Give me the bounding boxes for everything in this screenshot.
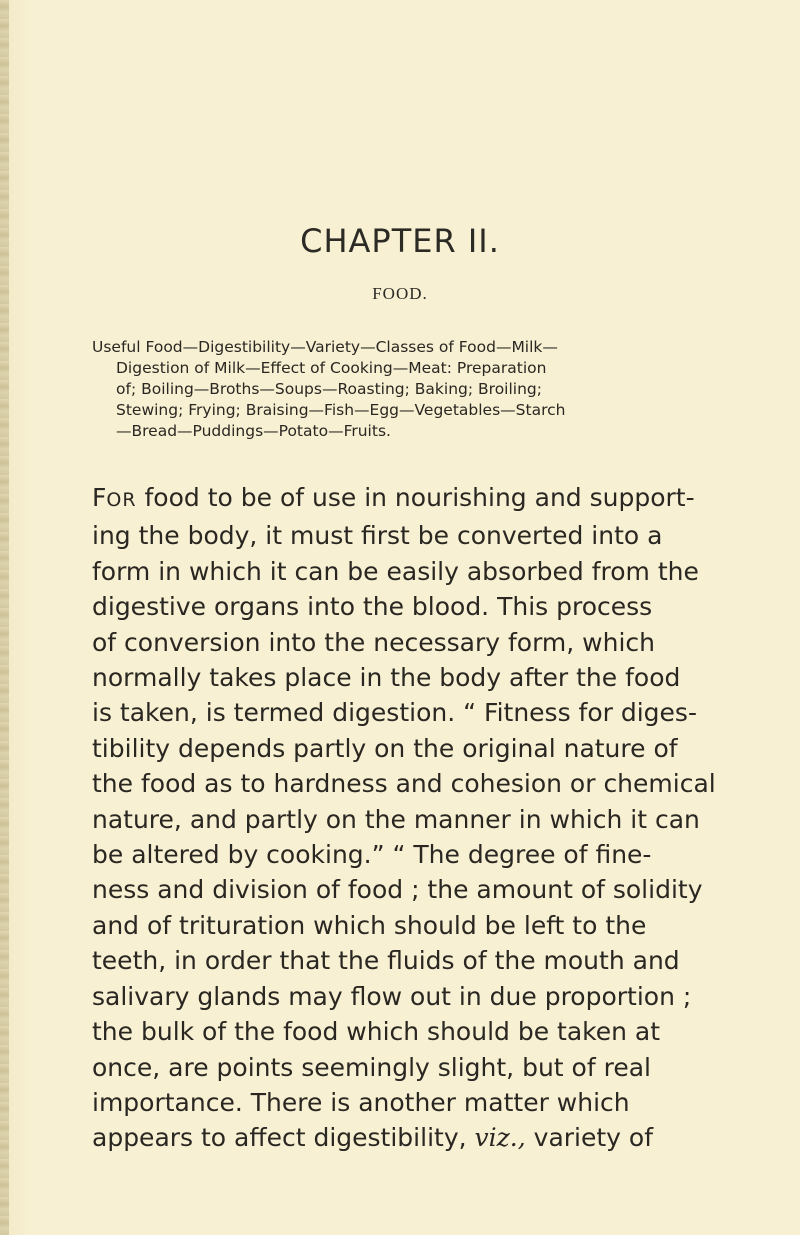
body-paragraph bbox=[92, 480, 737, 1156]
chapter-subject: FOOD. bbox=[372, 284, 428, 303]
body-line: is taken, is termed digestion. “ Fitness for diges- bbox=[92, 698, 697, 728]
body-line: once, are points seemingly slight, but of real bbox=[92, 1052, 651, 1082]
body-line: the bulk of the food which should be taken at bbox=[92, 1017, 661, 1047]
synopsis-line: —Bread—Puddings—Potato—Fruits. bbox=[116, 422, 391, 440]
body-line: tibility depends partly on the original nature of bbox=[92, 733, 678, 763]
opening-initial: F bbox=[92, 483, 107, 512]
synopsis-line: Stewing; Frying; Braising—Fish—Egg—Vegetables—Starch bbox=[116, 401, 566, 419]
body-line: teeth, in order that the fluids of the mouth and bbox=[92, 946, 680, 976]
body-line-text: appears to affect digestibility, bbox=[92, 1123, 475, 1153]
chapter-synopsis bbox=[92, 337, 742, 442]
body-line-text: variety of bbox=[525, 1123, 654, 1153]
body-line: form in which it can be easily absorbed from the bbox=[92, 556, 699, 586]
synopsis-line: of; Boiling—Broths—Soups—Roasting; Baking; Broiling; bbox=[116, 380, 542, 398]
body-line: digestive organs into the blood. This process bbox=[92, 592, 653, 622]
body-line: be altered by cooking.” “ The degree of fine- bbox=[92, 840, 652, 870]
body-line: salivary glands may flow out in due proportion ; bbox=[92, 981, 692, 1011]
synopsis-line: Digestion of Milk—Effect of Cooking—Meat: Preparation bbox=[116, 359, 547, 377]
body-line: nature, and partly on the manner in which it can bbox=[92, 804, 700, 834]
body-line: of conversion into the necessary form, which bbox=[92, 627, 656, 657]
body-line: ing the body, it must first be converted into a bbox=[92, 521, 663, 551]
body-line: the food as to hardness and cohesion or chemical bbox=[92, 769, 716, 799]
body-line bbox=[92, 480, 737, 518]
chapter-title: CHAPTER II. bbox=[300, 222, 500, 260]
synopsis-line: Useful Food—Digestibility—Variety—Classes of Food—Milk— bbox=[92, 338, 558, 356]
body-line: importance. There is another matter which bbox=[92, 1087, 630, 1117]
body-line-text: food to be of use in nourishing and support- bbox=[136, 483, 695, 512]
body-line: ness and division of food ; the amount of solidity bbox=[92, 875, 703, 905]
italic-abbreviation: viz., bbox=[474, 1123, 526, 1153]
body-line: normally takes place in the body after the food bbox=[92, 663, 681, 693]
opening-smallcaps: OR bbox=[106, 489, 137, 511]
body-line bbox=[92, 1120, 737, 1155]
page-edge bbox=[0, 0, 9, 1235]
body-line: and of trituration which should be left to the bbox=[92, 910, 647, 940]
